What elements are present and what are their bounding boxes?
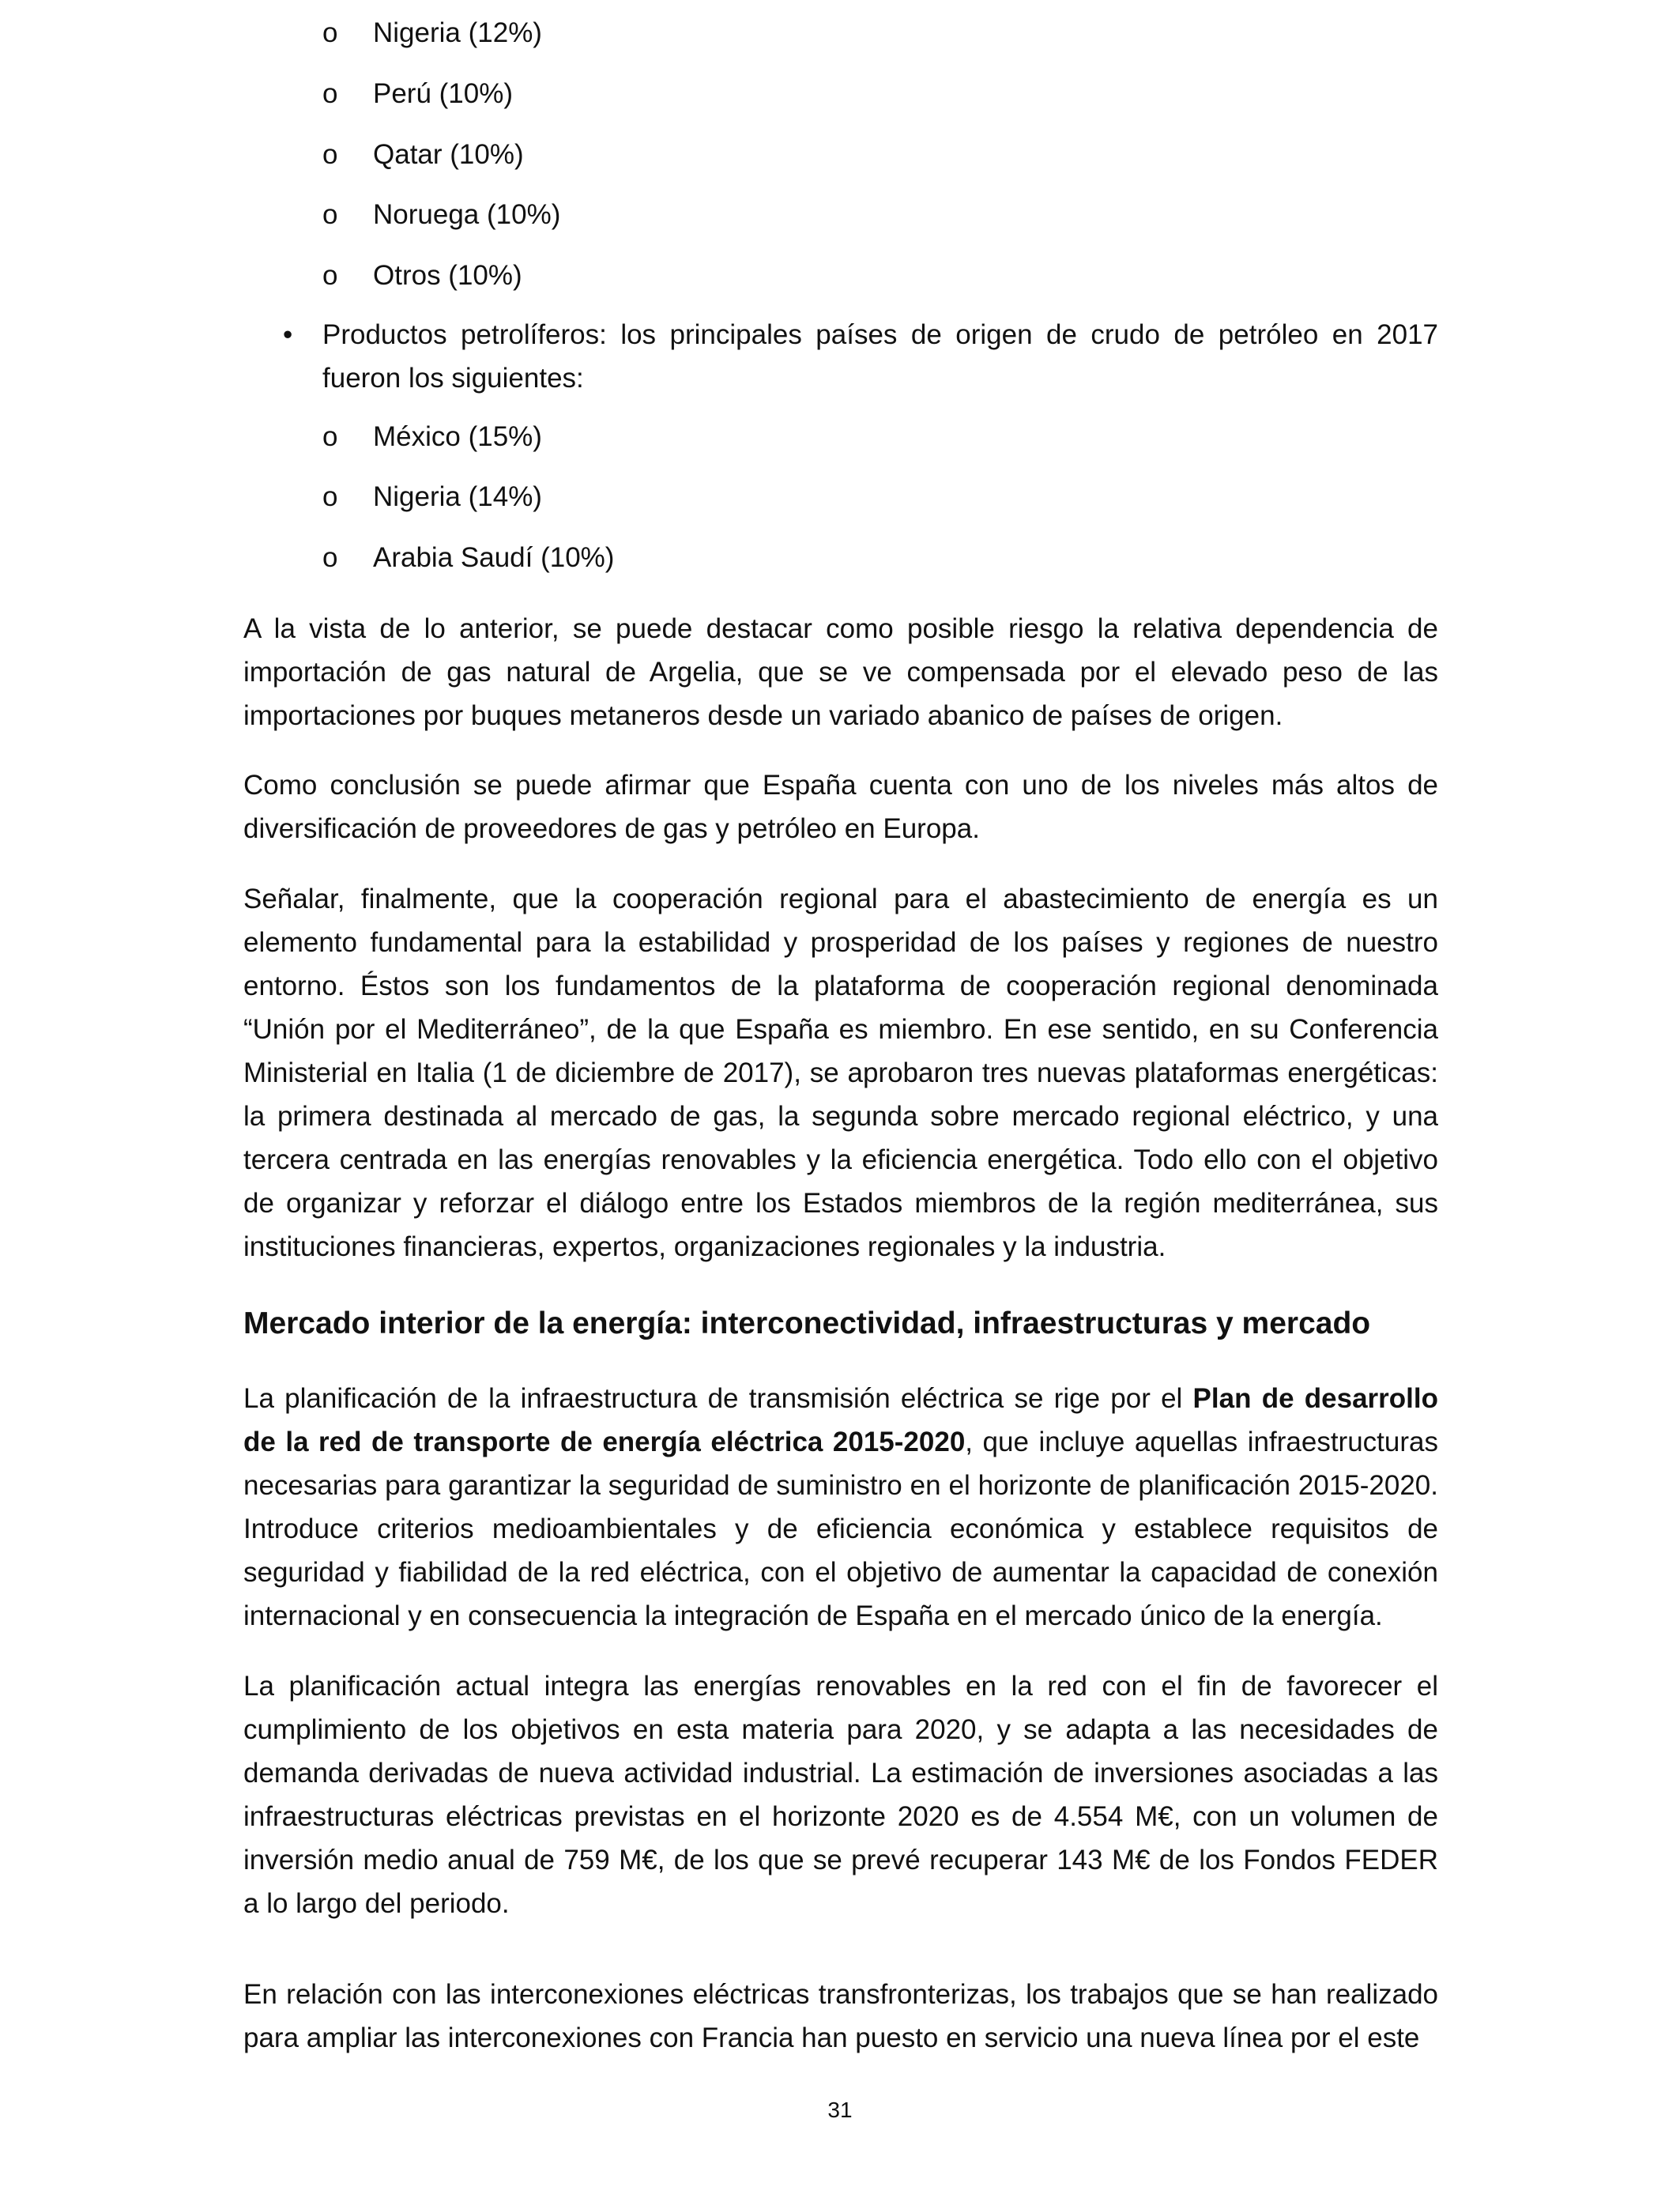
paragraph: En relación con las interconexiones eléctricas transfronterizas, los trabajos que se han realizado para ampliar las interconexiones con Francia han puesto en servicio una nueva línea por el este: [243, 1979, 1438, 2053]
paragraph: [243, 1377, 1438, 1638]
paragraph-text: La planificación de la infraestructura de transmisión eléctrica se rige por el: [243, 1383, 1193, 1414]
list-marker: o: [322, 542, 338, 573]
list-item-text: Qatar (10%): [373, 139, 524, 170]
paragraph: La planificación actual integra las energías renovables en la red con el fin de favorecer el cumplimiento de los objetivos en esta materia para 2020, y se adapta a las necesidades de demanda derivadas de nueva actividad industrial. La estimación de inversiones asociadas a las infraestructuras eléctricas previstas en el horizonte 2020 es de 4.554 M€, con un volumen de inversión medio anual de 759 M€, de los que se prevé recuperar 143 M€ de los Fondos FEDER a lo largo del periodo.: [243, 1671, 1438, 1919]
list-marker: o: [322, 139, 338, 170]
paragraph-text: , que incluye aquellas infraestructuras necesarias para garantizar la seguridad de suministro en el horizonte de planificación 2015-2020. Introduce criterios medioambientales y de eficiencia económica y establece requisitos de seguridad y fiabilidad de la red eléctrica, con el objetivo de aumentar la capacidad de conexión internacional y en consecuencia la integración de España en el mercado único de la energía.: [243, 1427, 1438, 1631]
list-marker: o: [322, 17, 338, 48]
paragraph: Como conclusión se puede afirmar que España cuenta con uno de los niveles más altos de diversificación de proveedores de gas y petróleo en Europa.: [243, 770, 1438, 844]
paragraph: Señalar, finalmente, que la cooperación regional para el abastecimiento de energía es un elemento fundamental para la estabilidad y prosperidad de los países y regiones de nuestro entorno. Éstos son los fundamentos de la plataforma de cooperación regional denominada “Unión por el Mediterráneo”, de la que España es miembro. En ese sentido, en su Conferencia Ministerial en Italia (1 de diciembre de 2017), se aprobaron tres nuevas plataformas energéticas: la primera destinada al mercado de gas, la segunda sobre mercado regional eléctrico, y una tercera centrada en las energías renovables y la eficiencia energética. Todo ello con el objetivo de organizar y reforzar el diálogo entre los Estados miembros de la región mediterránea, sus instituciones financieras, expertos, organizaciones regionales y la industria.: [243, 884, 1438, 1262]
list-marker: o: [322, 421, 338, 452]
list-item-text: Arabia Saudí (10%): [373, 542, 615, 573]
plan-title-bold: Plan de desarrollo de la red de transporte de energía eléctrica 2015-2020: [243, 1383, 1438, 1457]
section-heading: Mercado interior de la energía: interconectividad, infraestructuras y mercado: [243, 1306, 1371, 1340]
list-item-text: Nigeria (14%): [373, 481, 542, 512]
list-item-text: Noruega (10%): [373, 199, 561, 230]
paragraph: A la vista de lo anterior, se puede destacar como posible riesgo la relativa dependencia de importación de gas natural de Argelia, que se ve compensada por el elevado peso de las importaciones por buques metaneros desde un variado abanico de países de origen.: [243, 613, 1438, 731]
list-item-text: México (15%): [373, 421, 542, 452]
bullet-text: Productos petrolíferos: los principales países de origen de crudo de petróleo en 2017 fueron los siguientes:: [322, 319, 1438, 394]
list-marker: o: [322, 199, 338, 230]
list-item-text: Nigeria (12%): [373, 17, 542, 48]
list-marker: o: [322, 260, 338, 291]
bullet-marker: •: [283, 319, 293, 350]
list-item-text: Otros (10%): [373, 260, 522, 291]
list-item-text: Perú (10%): [373, 78, 514, 109]
list-marker: o: [322, 78, 338, 109]
list-marker: o: [322, 481, 338, 512]
page-number: 31: [827, 2098, 853, 2122]
document-page: [243, 0, 1438, 2194]
